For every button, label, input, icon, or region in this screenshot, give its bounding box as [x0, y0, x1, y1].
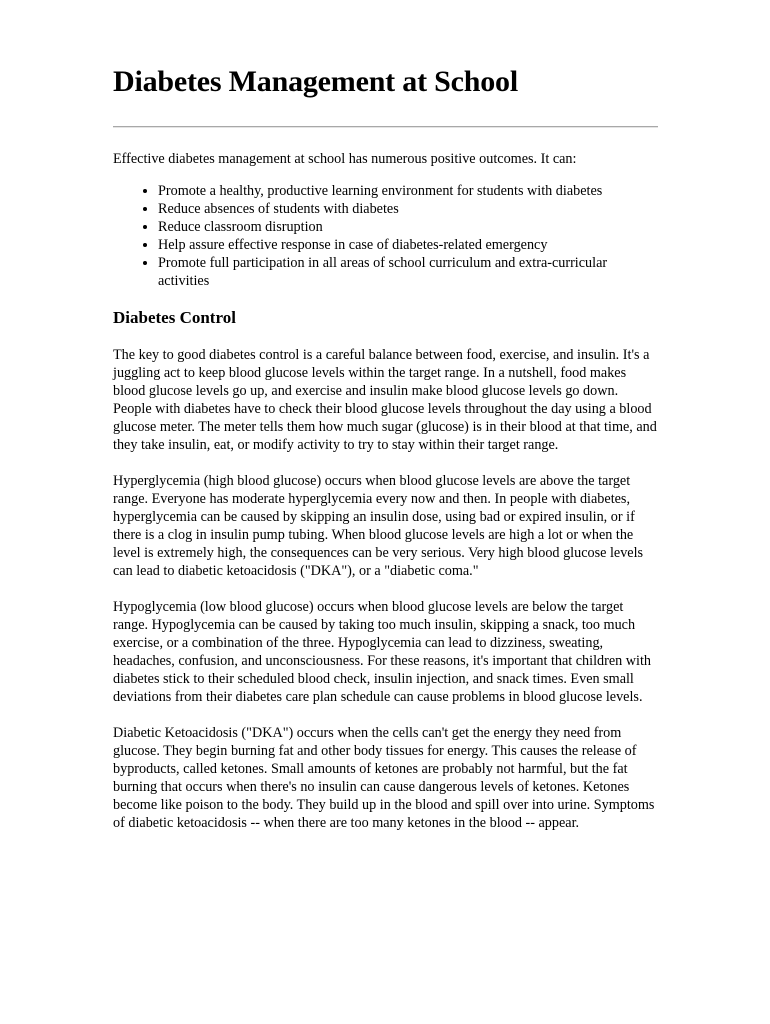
- section-heading: Diabetes Control: [113, 308, 236, 327]
- document-page: [113, 62, 658, 832]
- paragraph-hyperglycemia: Hyperglycemia (high blood glucose) occurs when blood glucose levels are above the target range. Everyone has moderate hyperglycemia every now and then. In people with diabetes, hyperglycemia can be caused by skipping an insulin dose, using bad or expired insulin, or if there is a clog in insulin pump tubing. When blood glucose levels are high a lot or when the level is extremely high, the consequences can be very serious. Very high blood glucose levels can lead to diabetic ketoacidosis ("DKA"), or a "diabetic coma.": [113, 473, 644, 579]
- title-divider: [113, 126, 658, 128]
- benefits-list: [113, 182, 658, 290]
- paragraph-ketoacidosis: Diabetic Ketoacidosis ("DKA") occurs when the cells can't get the energy they need from glucose. They begin burning fat and other body tissues for energy. This causes the release of byproducts, called ketones. Small amounts of ketones are probably not harmful, but the fat burning that occurs when there's no insulin can cause dangerous levels of ketones. Ketones become like poison to the body. They build up in the blood and spill over into urine. Symptoms of diabetic ketoacidosis -- when there are too many ketones in the blood -- appear.: [113, 725, 655, 831]
- paragraph-hypoglycemia: Hypoglycemia (low blood glucose) occurs when blood glucose levels are below the target range. Hypoglycemia can be caused by taking too much insulin, skipping a snack, too much exercise, or a combination of the three. Hypoglycemia can lead to dizziness, sweating, headaches, confusion, and unconsciousness. For these reasons, it's important that children with diabetes stick to their scheduled blood check, insulin injection, and snack times. Even small deviations from their diabetes care plan schedule can cause problems in blood glucose levels.: [113, 599, 652, 705]
- list-item: • Promote a healthy, productive learning environment for students with diabetes: [158, 182, 658, 200]
- intro-paragraph: Effective diabetes management at school has numerous positive outcomes. It can:: [113, 151, 577, 167]
- page-title: Diabetes Management at School: [113, 65, 518, 98]
- list-item: • Reduce classroom disruption: [158, 218, 658, 236]
- list-item: • Reduce absences of students with diabetes: [158, 200, 658, 218]
- paragraph-balance: The key to good diabetes control is a careful balance between food, exercise, and insulin. It's a juggling act to keep blood glucose levels within the target range. In a nutshell, food makes blood glucose levels go up, and exercise and insulin make blood glucose levels go down. People with diabetes have to check their blood glucose levels throughout the day using a blood glucose meter. The meter tells them how much sugar (glucose) is in their blood at that time, and they take insulin, eat, or modify activity to try to stay within their target range.: [113, 347, 657, 453]
- list-item: • Help assure effective response in case of diabetes-related emergency: [158, 236, 658, 254]
- list-item: • Promote full participation in all areas of school curriculum and extra-curricular activities: [158, 254, 658, 290]
